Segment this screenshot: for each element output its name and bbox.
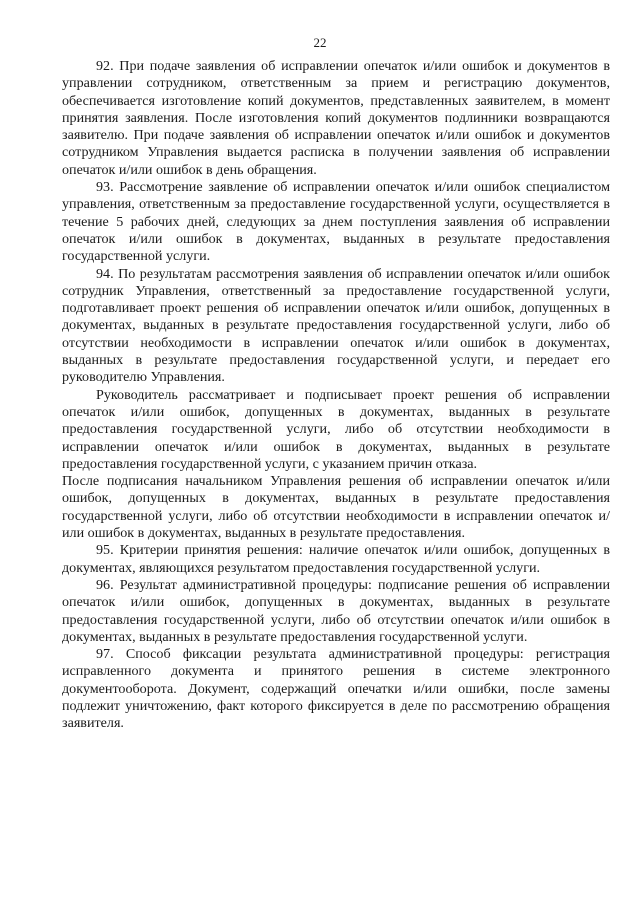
document-body [62,58,610,733]
paragraph-93: 93. Рассмотрение заявление об исправлении опечаток и/или ошибок специалистом управления, ответственным за предоставление государственной услуги, осуществляется в течение 5 рабочих дней, следующих за днем поступления заявления об исправлении опечаток и/или ошибок в документах, выданных в результате предоставления государственной услуги. [62,179,610,265]
paragraph-after-signing: После подписания начальником Управления решения об исправлении опечаток и/или ошибок, допущенных в документах, выданных в результате предоставления государственной услуги, либо об отсутствии необходимости в исправлении опечаток и/или ошибок в документах, выданных в результате предоставления. [62,473,610,542]
paragraph-director-review: Руководитель рассматривает и подписывает проект решения об исправлении опечаток и/или ошибок, допущенных в документах, выданных в результате предоставления государственной услуги, либо об отсутствии необходимости в исправлении опечаток и/или ошибок в документах, выданных в результате предоставления государственной услуги, с указанием причин отказа. [62,386,610,472]
paragraph-97: 97. Способ фиксации результата административной процедуры: регистрация исправленного документа и принятого решения в системе электронного документооборота. Документ, содержащий опечатки и/или ошибки, после замены подлежит уничтожению, факт которого фиксируется в деле по рассмотрению обращения заявителя. [62,646,610,732]
paragraph-94: 94. По результатам рассмотрения заявления об исправлении опечаток и/или ошибок сотрудник Управления, ответственный за предоставление государственной услуги, подготавливает проект решения об исправлении опечаток и/или ошибок, допущенных в документах, выданных в результате предоставления государственной услуги, либо об отсутствии необходимости в исправлении опечаток и/или ошибок в документах, выданных в результате предоставления государственной услуги, и передает его руководителю Управления. [62,265,610,386]
paragraph-96: 96. Результат административной процедуры: подписание решения об исправлении опечаток и/или ошибок, допущенных в документах, выданных в результате предоставления государственной услуги, либо об отсутствии опечаток и/или ошибок в документах, выданных в результате предоставления государственной услуги. [62,576,610,645]
page-number: 22 [313,35,327,50]
paragraph-92: 92. При подаче заявления об исправлении опечаток и/или ошибок и документов в управлении сотрудником, ответственным за прием и регистрацию документов, обеспечивается изготовление копий документов, представленных заявителем, в момент принятия заявления. После изготовления копий документов подлинники возвращаются заявителю. При подаче заявления об исправлении опечаток и/или ошибок и документов сотрудником Управления выдается расписка в получении заявления об исправлении опечаток и/или ошибок в день обращения. [62,58,610,178]
paragraph-95: 95. Критерии принятия решения: наличие опечаток и/или ошибок, допущенных в документах, являющихся результатом предоставления государственной услуги. [62,542,610,576]
